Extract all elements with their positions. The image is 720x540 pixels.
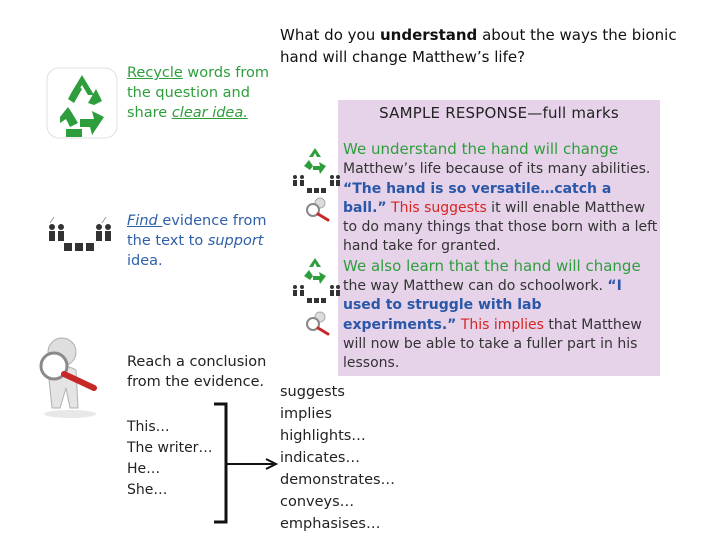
sentence-starters-list — [127, 417, 212, 501]
finding-people-icon — [290, 282, 342, 304]
verb-item: emphasises… — [280, 516, 381, 532]
find-word: Find — [127, 213, 163, 229]
verb-item: conveys… — [280, 494, 355, 510]
evidence-quote-2: “I used to struggle with lab experiments.” — [343, 278, 622, 333]
recycle-word: Recycle — [127, 65, 183, 81]
find-instruction-end: idea. — [127, 253, 163, 269]
verb-list — [280, 381, 395, 535]
magnifier-person-icon — [302, 310, 336, 342]
finding-people-icon — [44, 213, 114, 259]
response-text-1: Matthew’s life because of its many abilities. — [343, 161, 651, 178]
recycled-idea-1: We understand the hand will change — [343, 140, 619, 158]
verb-item: indicates… — [280, 450, 360, 466]
question-suffix: about the ways the bionic hand will change Matthew’s life? — [280, 26, 677, 66]
step-find-text — [127, 211, 277, 271]
step-recycle-text — [127, 63, 277, 123]
find-instruction: evidence from the text to — [127, 213, 267, 249]
question-keyword: understand — [379, 26, 478, 44]
conclusion-text-1: it will enable Matthew to do many things that those born with a left hand take for granted. — [343, 199, 658, 255]
starter-item: She… — [127, 482, 168, 498]
starter-item: He… — [127, 461, 161, 477]
magnifier-person-icon — [30, 330, 120, 420]
bracket-arrow — [212, 402, 282, 528]
signal-phrase-2: This implies — [456, 316, 544, 333]
signal-phrase-1: This suggests — [386, 199, 487, 216]
recycle-instruction: words from the question and share — [127, 65, 269, 121]
starter-item: This… — [127, 419, 170, 435]
response-text-2: the way Matthew can do schoolwork. — [343, 278, 608, 295]
recycled-idea-2: We also learn that the hand will change — [343, 256, 641, 275]
finding-people-icon — [290, 172, 342, 194]
verb-item: implies — [280, 406, 332, 422]
sample-heading: SAMPLE RESPONSE—full marks — [379, 104, 619, 122]
verb-item: suggests — [280, 384, 345, 400]
sample-response-text — [343, 140, 659, 374]
recycle-icon — [46, 67, 118, 139]
support-word: support — [207, 233, 264, 249]
starter-item: The writer… — [127, 440, 213, 456]
verb-item: highlights… — [280, 428, 366, 444]
step-conclude-text: Reach a conclusion from the evidence. — [127, 354, 267, 390]
magnifier-person-icon — [302, 196, 336, 228]
question-prefix: What do you — [280, 26, 380, 44]
verb-item: demonstrates… — [280, 472, 396, 488]
question-text — [280, 24, 710, 68]
clear-idea-text: clear idea. — [171, 105, 248, 121]
evidence-quote-1: “The hand is so versatile…catch a ball.” — [343, 180, 612, 216]
conclusion-text-2: that Matthew will now be able to take a fuller part in his lessons. — [343, 316, 642, 372]
